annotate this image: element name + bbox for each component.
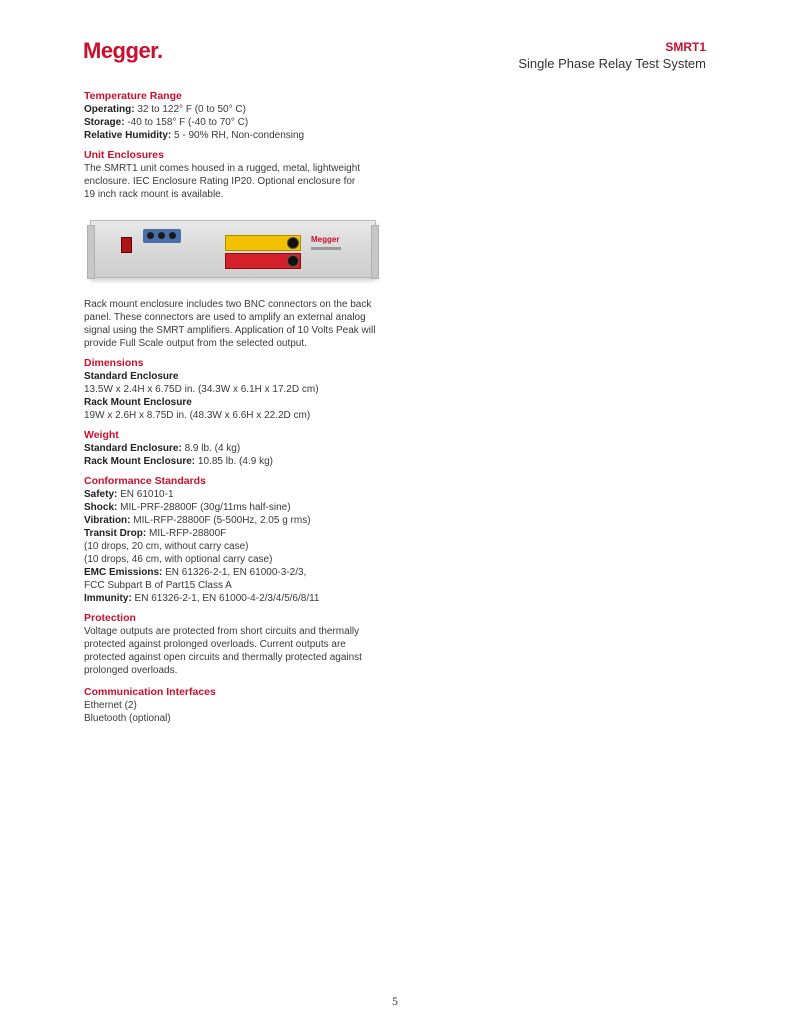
spec-emc: EMC Emissions: EN 61326-2-1, EN 61000-3-2/3,: [84, 567, 307, 578]
text-line: (10 drops, 20 cm, without carry case): [84, 541, 249, 552]
text-line: 19 inch rack mount is available.: [84, 189, 224, 200]
weight-standard: Standard Enclosure: 8.9 lb. (4 kg): [84, 443, 241, 454]
spec-storage: Storage: -40 to 158° F (-40 to 70° C): [84, 117, 249, 128]
spec-humidity: Relative Humidity: 5 - 90% RH, Non-condensing: [84, 130, 305, 141]
section-title-communication: Communication Interfaces: [84, 686, 216, 698]
text-line: panel. These connectors are used to amplify an external analog: [84, 312, 366, 323]
weight-rack: Rack Mount Enclosure: 10.85 lb. (4.9 kg): [84, 456, 273, 467]
model-name: SMRT1: [665, 40, 706, 54]
text-line: (10 drops, 46 cm, with optional carry case): [84, 554, 273, 565]
text-line: protected against prolonged overloads. Current outputs are: [84, 639, 346, 650]
dimensions-standard-label: Standard Enclosure: [84, 371, 179, 382]
rack-ear-left: [87, 225, 95, 279]
jack-icon: [287, 237, 299, 249]
section-title-protection: Protection: [84, 612, 136, 624]
section-title-weight: Weight: [84, 429, 119, 441]
text-line: The SMRT1 unit comes housed in a rugged, metal, lightweight: [84, 163, 361, 174]
input-ports-icon: [143, 229, 181, 243]
spec-transit-drop: Transit Drop: MIL-RFP-28800F: [84, 528, 227, 539]
device-label-icon: [311, 247, 341, 250]
section-title-dimensions: Dimensions: [84, 357, 144, 369]
product-subtitle: Single Phase Relay Test System: [518, 56, 706, 71]
spec-shock: Shock: MIL-PRF-28800F (30g/11ms half-sine): [84, 502, 291, 513]
device-logo: Megger: [311, 235, 340, 244]
document-header: [518, 40, 706, 72]
section-title-conformance: Conformance Standards: [84, 475, 206, 487]
section-title-enclosures: Unit Enclosures: [84, 149, 164, 161]
text-line: prolonged overloads.: [84, 665, 178, 676]
text-line: enclosure. IEC Enclosure Rating IP20. Optional enclosure for: [84, 176, 356, 187]
list-item: Bluetooth (optional): [84, 713, 171, 724]
jack-icon: [287, 255, 299, 267]
power-switch-icon: [121, 237, 132, 253]
text-line: protected against open circuits and thermally protected against: [84, 652, 362, 663]
spec-immunity: Immunity: EN 61326-2-1, EN 61000-4-2/3/4/5/6/8/11: [84, 593, 320, 604]
text-line: Rack mount enclosure includes two BNC connectors on the back: [84, 299, 372, 310]
spec-operating: Operating: 32 to 122° F (0 to 50° C): [84, 104, 246, 115]
list-item: Ethernet (2): [84, 700, 137, 711]
dimensions-rack-label: Rack Mount Enclosure: [84, 397, 192, 408]
text-line: FCC Subpart B of Part15 Class A: [84, 580, 232, 591]
dimensions-rack-value: 19W x 2.6H x 8.75D in. (48.3W x 6.6H x 22.2D cm): [84, 410, 311, 421]
megger-logo: Megger.: [83, 38, 163, 63]
page-number: 5: [392, 994, 398, 1008]
device-chassis: [90, 220, 376, 278]
section-title-temperature: Temperature Range: [84, 90, 182, 102]
text-line: Voltage outputs are protected from short circuits and thermally: [84, 626, 360, 637]
rack-ear-right: [371, 225, 379, 279]
dimensions-standard-value: 13.5W x 2.4H x 6.75D in. (34.3W x 6.1H x 17.2D cm): [84, 384, 319, 395]
rack-mount-device-image: [86, 214, 382, 286]
text-line: provide Full Scale output from the selected output.: [84, 338, 307, 349]
text-line: signal using the SMRT amplifiers. Application of 10 Volts Peak will: [84, 325, 376, 336]
spec-vibration: Vibration: MIL-RFP-28800F (5-500Hz, 2.05 g rms): [84, 515, 311, 526]
spec-safety: Safety: EN 61010-1: [84, 489, 174, 500]
spec-column: [84, 90, 404, 725]
